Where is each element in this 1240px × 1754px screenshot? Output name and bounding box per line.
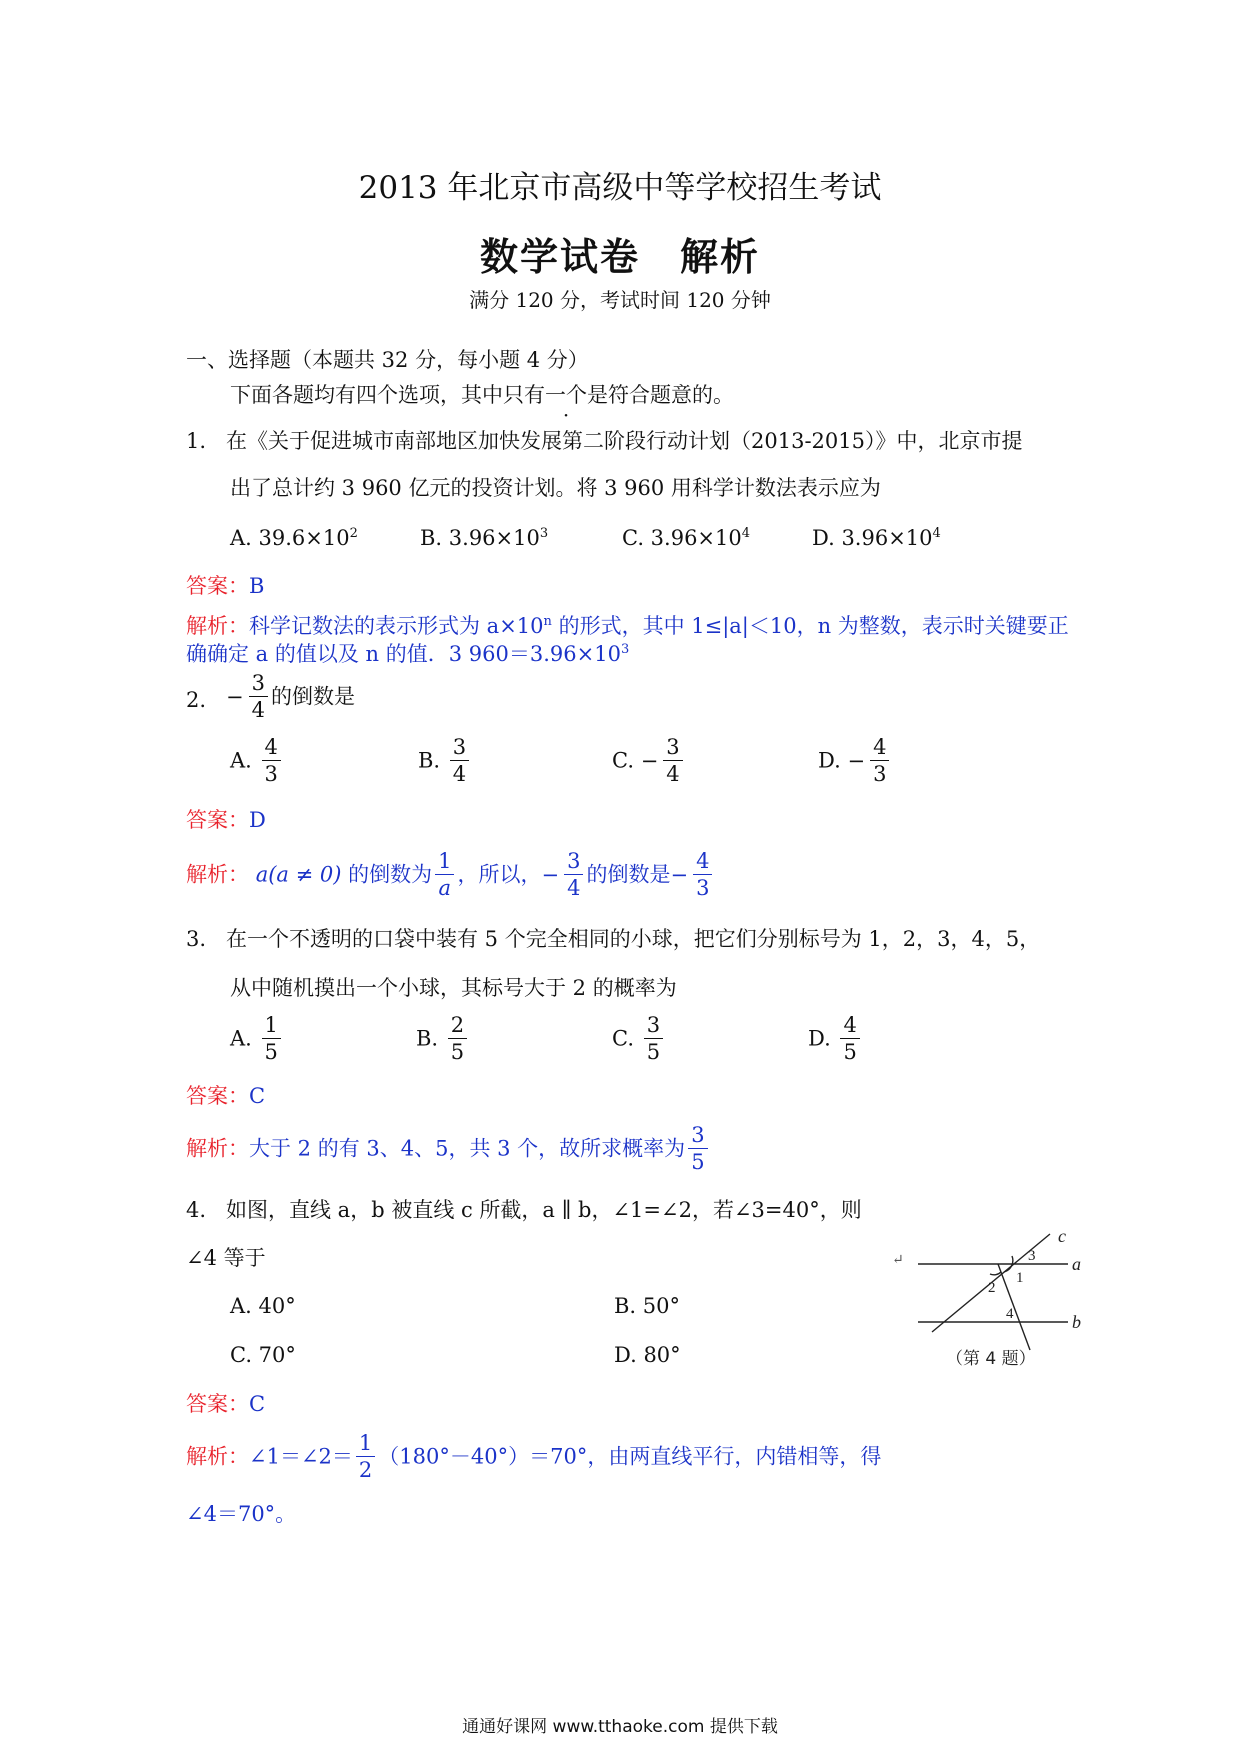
- q3-stem-line2: 从中随机摸出一个小球，其标号大于 2 的概率为: [230, 976, 677, 1000]
- section-instruction: 下面各题均有四个选项，其中只有一个是符合题意的。: [230, 383, 734, 407]
- footer-source: 通通好课网 www.tthaoke.com 提供下载: [462, 1717, 778, 1737]
- q3-answer: 答案：C: [186, 1084, 266, 1108]
- q3-number: 3.: [186, 927, 207, 951]
- emphasis-text: 一个: [545, 383, 587, 407]
- q2-option-d: D. − $\frac{4}{3}$: [818, 734, 892, 787]
- q3-stem-line1: 在一个不透明的口袋中装有 5 个完全相同的小球，把它们分别标号为 1，2，3，4，5，: [226, 927, 1041, 951]
- paper-subtitle: 数学试卷 解析: [479, 234, 760, 279]
- q3-option-b: B. $\frac{2}{5}$: [416, 1012, 470, 1065]
- q2-analysis: 解析： a(a ≠ 0) 的倒数为 $\frac{1}{a}$ ，所以，− $\frac{3}{4}$ 的倒数是− $\frac{4}{3}$: [186, 848, 715, 901]
- q1-option-b: B. $3.96\times 10^3$: [420, 526, 549, 550]
- return-mark: ↵: [892, 1252, 904, 1268]
- q1-option-d: D. $3.96\times 10^4$: [812, 526, 941, 550]
- q4-stem-line1: 如图，直线 a，b 被直线 c 所截，a ∥ b，∠1=∠2，若∠3=40°，则: [226, 1198, 862, 1222]
- angle-label-2: 2: [988, 1280, 996, 1296]
- q2-option-b: B. $\frac{3}{4}$: [418, 734, 472, 787]
- q4-figure: [900, 1228, 1100, 1376]
- label-b: b: [1072, 1312, 1081, 1332]
- q2-option-c: C. − $\frac{3}{4}$: [612, 734, 686, 787]
- q4-option-d: D. 80°: [614, 1343, 681, 1367]
- q1-option-a: A. $39.6\times 10^2$: [230, 526, 358, 550]
- q1-analysis-line1: 解析：科学记数法的表示形式为 $a\times 10^n$ 的形式，其中 1≤|a|＜10，n 为整数，表示时关键要正: [186, 614, 1069, 638]
- q2-number: 2.: [186, 688, 207, 712]
- q4-option-c: C. 70°: [230, 1343, 296, 1367]
- q4-stem-line2: ∠4 等于: [186, 1246, 266, 1270]
- angle-label-1: 1: [1016, 1270, 1024, 1286]
- q3-option-c: C. $\frac{3}{5}$: [612, 1012, 666, 1065]
- q4-number: 4.: [186, 1198, 207, 1222]
- q1-number: 1.: [186, 429, 207, 453]
- q3-option-d: D. $\frac{4}{5}$: [808, 1012, 863, 1065]
- angle-label-4: 4: [1006, 1306, 1014, 1322]
- q2-answer: 答案：D: [186, 808, 266, 832]
- section-heading: 一、选择题（本题共 32 分，每小题 4 分）: [186, 348, 589, 372]
- q4-analysis-line2: ∠4＝70°。: [186, 1502, 297, 1526]
- angle-label-3: 3: [1028, 1248, 1036, 1264]
- exam-title: 2013 年北京市高级中等学校招生考试: [358, 170, 882, 206]
- q1-analysis-line2: 确确定 a 的值以及 n 的值．3 $960=3.96\times 10^3$: [186, 642, 630, 666]
- q1-option-c: C. $3.96\times 10^4$: [622, 526, 751, 550]
- q4-option-b: B. 50°: [614, 1294, 681, 1318]
- q1-stem-line1: 在《关于促进城市南部地区加快发展第二阶段行动计划（2013-2015）》中，北京市提: [226, 429, 1023, 453]
- q4-answer: 答案：C: [186, 1392, 266, 1416]
- transversal-line: [998, 1264, 1030, 1350]
- q1-answer: 答案：B: [186, 574, 265, 598]
- q4-analysis-line1: 解析：∠1＝∠2＝ $\frac{1}{2}$ （180°－40°）＝70°，由两直线平行，内错相等，得: [186, 1431, 882, 1482]
- q1-stem-line2: 出了总计约 3 960 亿元的投资计划。将 3 960 用科学计数法表示应为: [230, 476, 881, 500]
- figure-caption: （第 4 题）: [946, 1349, 1036, 1369]
- label-c: c: [1058, 1228, 1066, 1246]
- q2-stem: − $\frac{3}{4}$ 的倒数是: [226, 671, 355, 722]
- q4-option-a: A. 40°: [230, 1294, 296, 1318]
- q3-option-a: A. $\frac{1}{5}$: [230, 1012, 284, 1065]
- q3-analysis: 解析：大于 2 的有 3、4、5，共 3 个，故所求概率为 $\frac{3}{5}$: [186, 1122, 711, 1175]
- label-a: a: [1072, 1254, 1081, 1274]
- q2-option-a: A. $\frac{4}{3}$: [230, 734, 284, 787]
- angle-arc-2: [990, 1272, 1001, 1275]
- exam-meta: 满分 120 分，考试时间 120 分钟: [469, 288, 771, 312]
